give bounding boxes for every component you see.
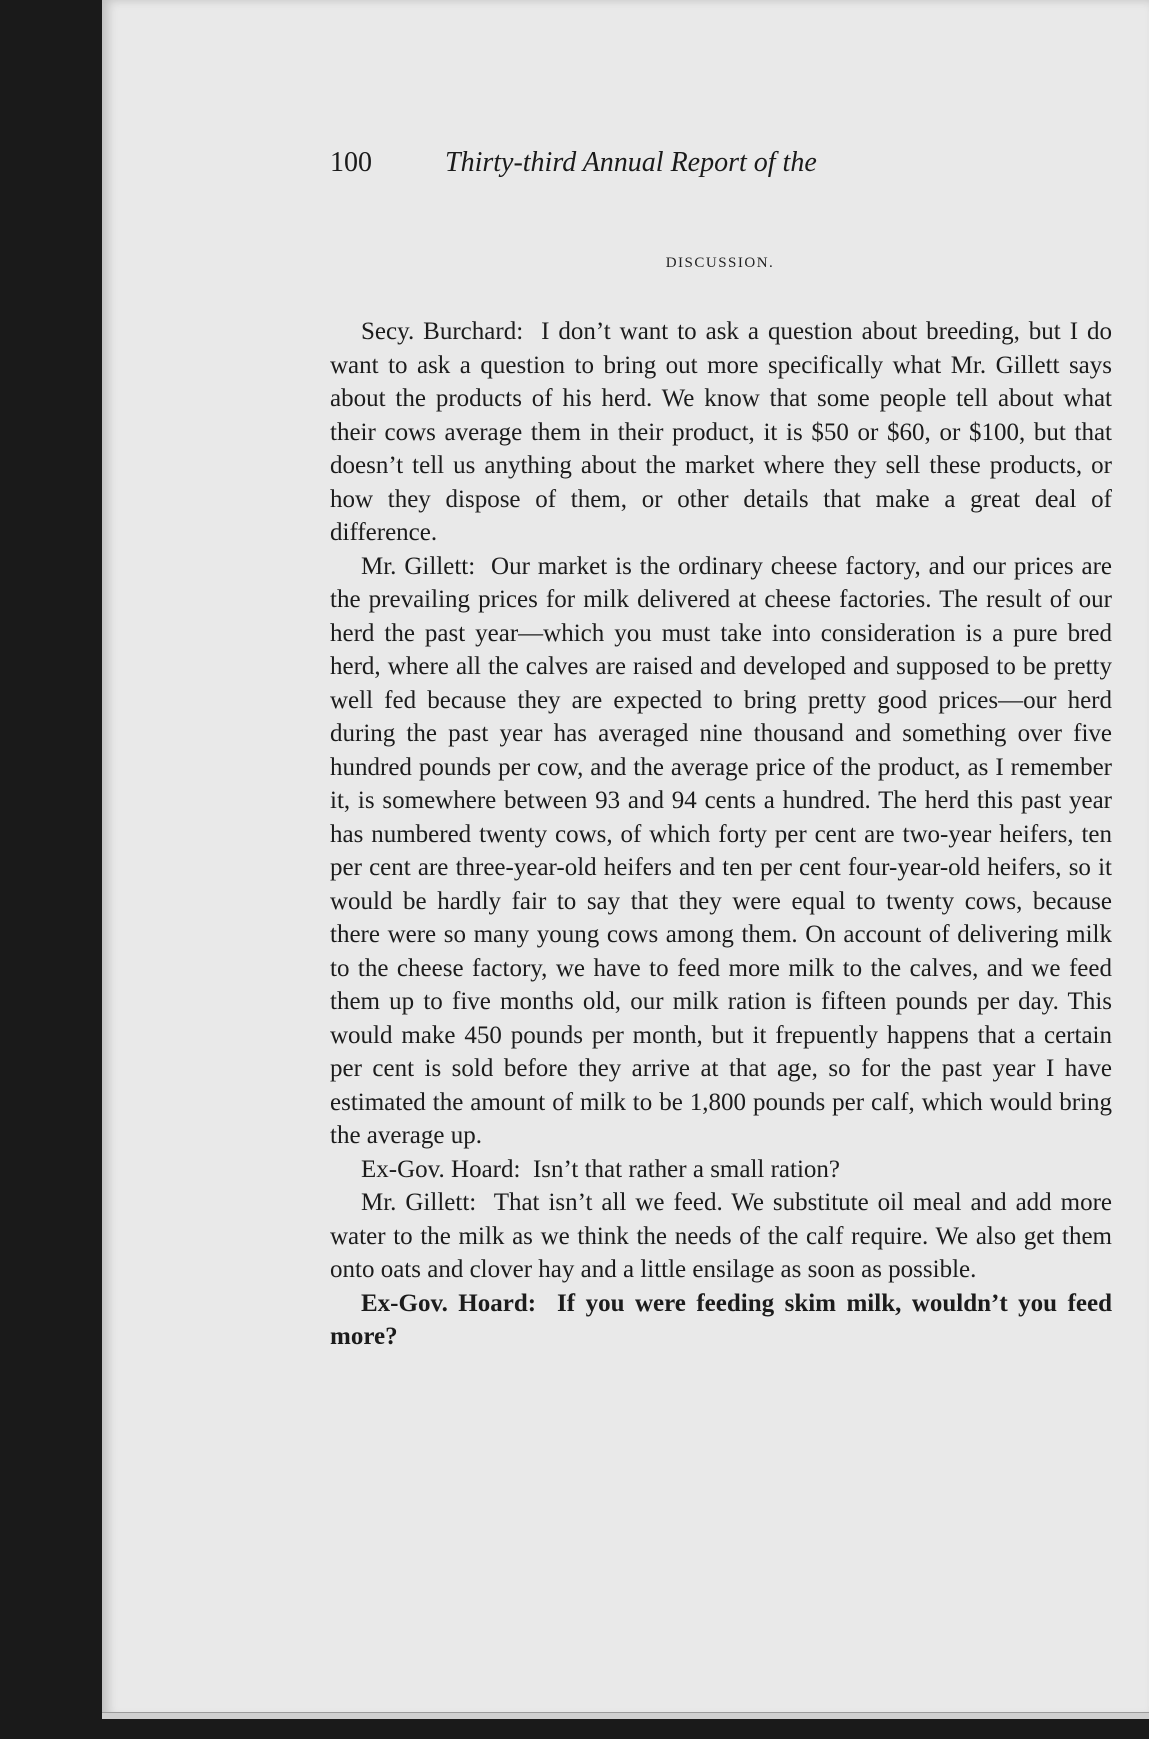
paragraph <box>330 1186 1112 1287</box>
paragraph-text: Isn’t that rather a small ration? <box>532 1155 841 1183</box>
page-header <box>330 147 1110 179</box>
speaker-label: Ex-Gov. Hoard: <box>361 1155 521 1183</box>
speaker-label: Secy. Burchard: <box>361 318 524 345</box>
page-bottom-edge <box>102 1712 1149 1719</box>
speaker-label: Mr. Gillett: <box>361 552 476 580</box>
paragraph <box>330 550 1112 1153</box>
paragraph <box>330 1153 1112 1187</box>
paragraph-text: I don’t want to ask a question about breeding, but I do want to ask a question to bring out more specifically what Mr. Gillett says about the products of his herd. We know that some people tell about what their cows average them in their product, it is $50 or $60, or $100, but that doesn’t tell us anything about the market where they sell these products, or how they dispose of them, or other details that make a great deal of difference. <box>330 318 1112 546</box>
paragraph-text: That isn’t all we feed. We substitute oil meal and add more water to the milk as we think the needs of the calf require. We also get them onto oats and clover hay and a little ensilage as soon as possible. <box>330 1189 1113 1283</box>
speaker-label: Ex-Gov. Hoard: <box>361 1289 537 1317</box>
discussion-body <box>330 315 1112 1354</box>
paragraph <box>330 315 1112 550</box>
paragraph-text: If you were feeding skim milk, wouldn’t you feed more? <box>330 1289 1112 1350</box>
page-number: 100 <box>330 147 372 178</box>
section-title: DISCUSSION. <box>665 255 775 271</box>
running-title: Thirty-third Annual Report of the <box>445 147 817 178</box>
paragraph-text: Our market is the ordinary cheese factory, and our prices are the prevailing prices for milk delivered at cheese factories. The result of our herd the past year—which you must take into consideration is a pure bred herd, where all the calves are raised and developed and supposed to be pretty well fed because they are expected to bring pretty good prices—our herd during the past year has averaged nine thousand and something over five hundred pounds per cow, and the average price of the product, as I remember it, is somewhere between 93 and 94 cents a hundred. The herd this past year has numbered twenty cows, of which forty per cent are two-year heifers, ten per cent are three-year-old heifers and ten per cent four-year-old heifers, so it would be hardly fair to say that they were equal to twenty cows, because there were so many young cows among them. On account of delivering milk to the cheese factory, we have to feed more milk to the calves, and we feed them up to five months old, our milk ration is fifteen pounds per day. This would make 450 pounds per month, but it frepuently happens that a certain per cent is sold before they arrive at that age, so for the past year I have estimated the amount of milk to be 1,800 pounds per calf, which would bring the average up. <box>330 552 1113 1149</box>
speaker-label: Mr. Gillett: <box>361 1189 477 1216</box>
paragraph <box>330 1287 1112 1354</box>
